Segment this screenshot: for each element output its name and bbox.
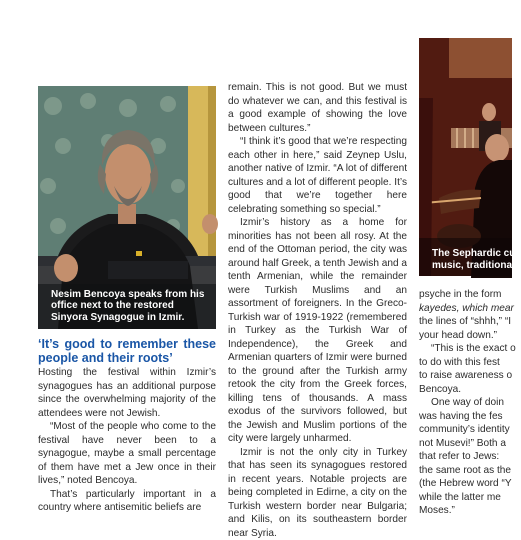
bencoya-photo — [38, 86, 216, 329]
article-column-3 — [419, 288, 512, 518]
text-line: (the Hebrew word “Y — [419, 477, 512, 491]
text-line: to do with this fest — [419, 356, 512, 370]
text-line: the lines of “shhh,” “I — [419, 315, 512, 329]
text-line: “This is the exact o — [419, 342, 512, 356]
sephardic-music-photo — [419, 38, 512, 276]
caption-line: The Sephardic cul — [432, 248, 512, 260]
text-line: One way of doin — [419, 396, 512, 410]
text-line — [419, 302, 512, 316]
paragraph: That’s particularly important in a country where antisemitic beliefs are — [38, 488, 216, 515]
section-heading: ‘It’s good to remember these people and their roots’ — [38, 338, 216, 365]
text-line: the same root as the — [419, 464, 512, 478]
text-line: psyche in the form — [419, 288, 512, 302]
caption-line: music, traditional f — [432, 260, 512, 272]
sephardic-music-photo-image — [419, 38, 512, 276]
paragraph: “I think it’s good that we’re respecting each other in here,” said Zeynep Uslu, another native of Izmir. “A lot of different cultures and a lot of different people. It’s good that we’re together here celebrating something so special.” — [228, 135, 407, 216]
bencoya-photo-caption: Nesim Bencoya speaks from his office next to the restored Sinyora Synagogue in Izmir. — [38, 289, 216, 330]
text-line: while the latter me — [419, 491, 512, 505]
paragraph: Hosting the festival within Izmir’s synagogues has an additional purpose since the overwhelming majority of the attendees were not Jewish. — [38, 366, 216, 420]
paragraph: remain. This is not good. But we must do whatever we can, and this festival is a good example of showing the love between cultures.” — [228, 81, 407, 135]
italic-word: kayedes, which mear — [419, 303, 514, 314]
sephardic-photo-caption — [419, 248, 512, 276]
text-line: Moses.” — [419, 504, 512, 518]
text-line: community’s identity — [419, 423, 512, 437]
text-line: to raise awareness o — [419, 369, 512, 383]
text-line: not Musevi!” Both a — [419, 437, 512, 451]
text-line: your head down.” — [419, 329, 512, 343]
article-column-2 — [228, 81, 407, 540]
paragraph: “Most of the people who come to the festival have never been to a synagogue, maybe a small percentage of them have met a Jew once in their lives,” noted Bencoya. — [38, 420, 216, 488]
text-line: Bencoya. — [419, 383, 512, 397]
text-line: that refer to Jews: — [419, 450, 512, 464]
article-column-1 — [38, 338, 216, 515]
paragraph: Izmir’s history as a home for minorities has not been all rosy. At the end of the Ottoman period, the city was around half Greek, a tenth Jewish and a tenth Armenian, while the remainder were Turkish Muslims and an assortment of foreigners. In the Greco-Turkish war of 1919-1922 (remembered in Turkey as the Turkish War of Independence), the Greek and Armenian quarters of Izmir were burned to the ground after the Turkish army retook the city from the Greek forces, killing tens of thousands. A mass exodus of the survivors followed, but the Jewish and Muslim portions of the city were largely unharmed. — [228, 216, 407, 446]
text-line: was having the fes — [419, 410, 512, 424]
paragraph: Izmir is not the only city in Turkey that has seen its synagogues restored in recent years. Notable projects are being completed in Edirne, a city on the Turkish western border near Bulgaria; and Kilis, on its southeastern border near Syria. — [228, 446, 407, 540]
